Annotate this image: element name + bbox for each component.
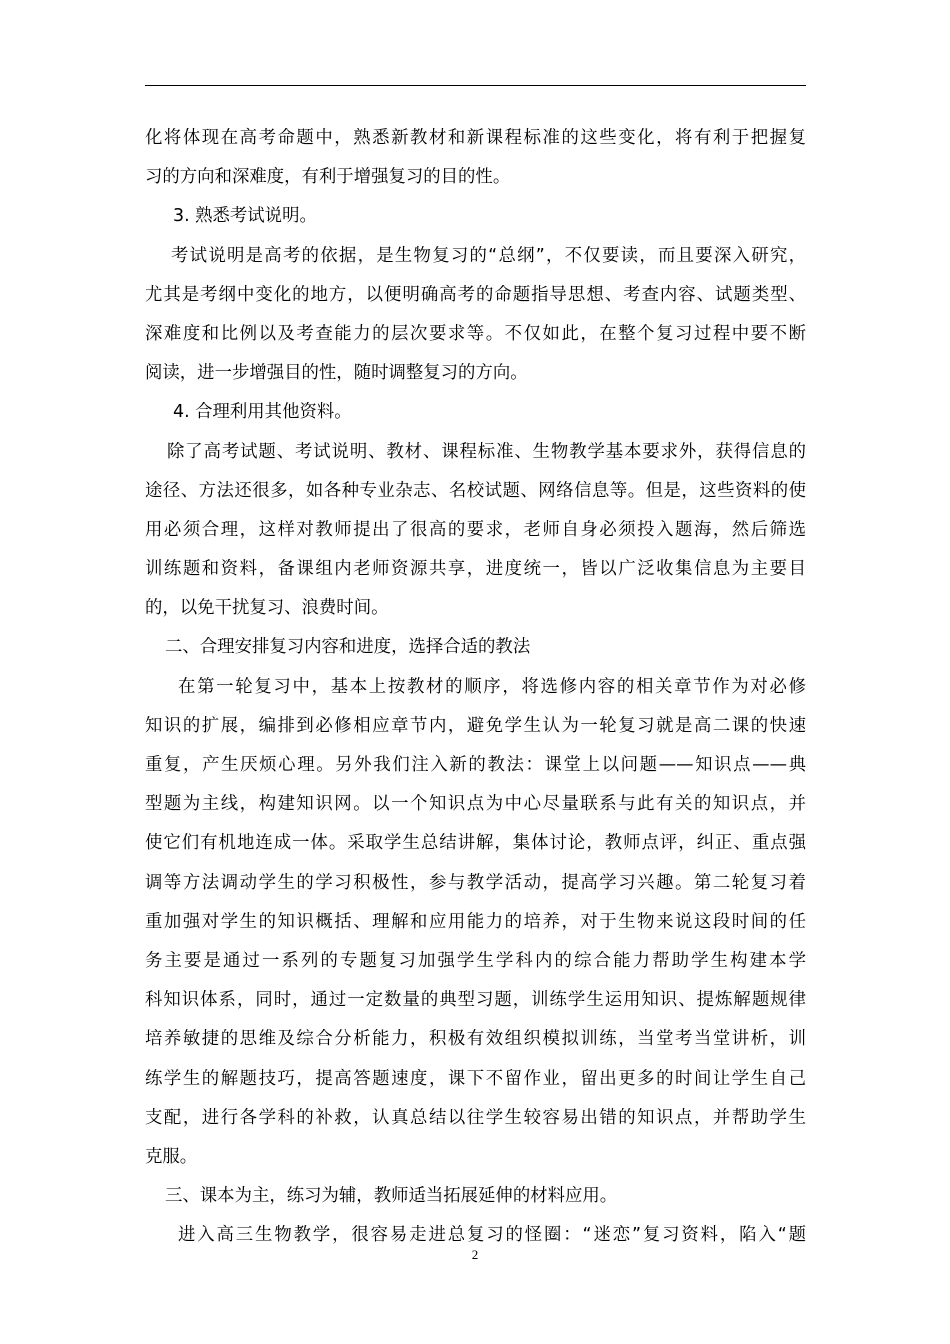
text-line: 调等方法调动学生的学习积极性，参与教学活动，提高学习兴趣。第二轮复习着 bbox=[145, 872, 806, 893]
text-line: 除了高考试题、考试说明、教材、课程标准、生物教学基本要求外，获得信息的 bbox=[167, 441, 806, 462]
section-heading: 二、合理安排复习内容和进度，选择合适的教法 bbox=[165, 637, 531, 658]
text-line: 重加强对学生的知识概括、理解和应用能力的培养，对于生物来说这段时间的任 bbox=[145, 911, 806, 932]
text-line: 知识的扩展，编排到必修相应章节内，避免学生认为一轮复习就是高二课的快速 bbox=[145, 715, 806, 736]
header-rule bbox=[145, 85, 806, 86]
text-line: 务主要是通过一系列的专题复习加强学生学科内的综合能力帮助学生构建本学 bbox=[145, 950, 806, 971]
text-line: 尤其是考纲中变化的地方，以便明确高考的命题指导思想、考查内容、试题类型、 bbox=[145, 284, 806, 305]
text-line: 阅读，进一步增强目的性，随时调整复习的方向。 bbox=[145, 363, 528, 384]
section-heading: 4. 合理利用其他资料。 bbox=[173, 402, 352, 423]
text-line: 练学生的解题技巧，提高答题速度，课下不留作业，留出更多的时间让学生自己 bbox=[145, 1068, 806, 1089]
text-line: 克服。 bbox=[145, 1146, 198, 1167]
section-heading: 3. 熟悉考试说明。 bbox=[173, 206, 317, 227]
text-line: 习的方向和深难度，有利于增强复习的目的性。 bbox=[145, 167, 511, 188]
text-line: 化将体现在高考命题中，熟悉新教材和新课程标准的这些变化，将有利于把握复 bbox=[145, 128, 806, 148]
text-line: 进入高三生物教学，很容易走进总复习的怪圈：“迷恋”复习资料，陷入“题 bbox=[178, 1225, 806, 1246]
text-line: 支配，进行各学科的补救，认真总结以往学生较容易出错的知识点，并帮助学生 bbox=[145, 1107, 806, 1128]
text-line: 使它们有机地连成一体。采取学生总结讲解，集体讨论，教师点评，纠正、重点强 bbox=[145, 833, 806, 854]
text-line: 科知识体系，同时，通过一定数量的典型习题，训练学生运用知识、提炼解题规律 bbox=[145, 990, 806, 1011]
page-number: 2 bbox=[471, 1247, 479, 1262]
text-line: 考试说明是高考的依据，是生物复习的“总纲”，不仅要读，而且要深入研究， bbox=[171, 245, 806, 266]
section-heading: 三、课本为主，练习为辅，教师适当拓展延伸的材料应用。 bbox=[165, 1186, 618, 1207]
text-line: 型题为主线，构建知识网。以一个知识点为中心尽量联系与此有关的知识点，并 bbox=[145, 794, 806, 815]
body-text bbox=[145, 119, 806, 1255]
text-line: 用必须合理，这样对教师提出了很高的要求，老师自身必须投入题海，然后筛选 bbox=[145, 519, 806, 540]
text-line: 的，以免干扰复习、浪费时间。 bbox=[145, 598, 389, 619]
text-line: 训练题和资料，备课组内老师资源共享，进度统一，皆以广泛收集信息为主要目 bbox=[145, 559, 806, 580]
text-line: 重复，产生厌烦心理。另外我们注入新的教法：课堂上以问题——知识点——典 bbox=[145, 755, 806, 775]
text-line: 深难度和比例以及考查能力的层次要求等。不仅如此，在整个复习过程中要不断 bbox=[145, 323, 806, 344]
text-line: 培养敏捷的思维及综合分析能力，积极有效组织模拟训练，当堂考当堂讲析，训 bbox=[145, 1029, 806, 1050]
text-line: 途径、方法还很多，如各种专业杂志、名校试题、网络信息等。但是，这些资料的使 bbox=[145, 480, 806, 501]
text-line: 在第一轮复习中，基本上按教材的顺序，将选修内容的相关章节作为对必修 bbox=[178, 676, 806, 697]
